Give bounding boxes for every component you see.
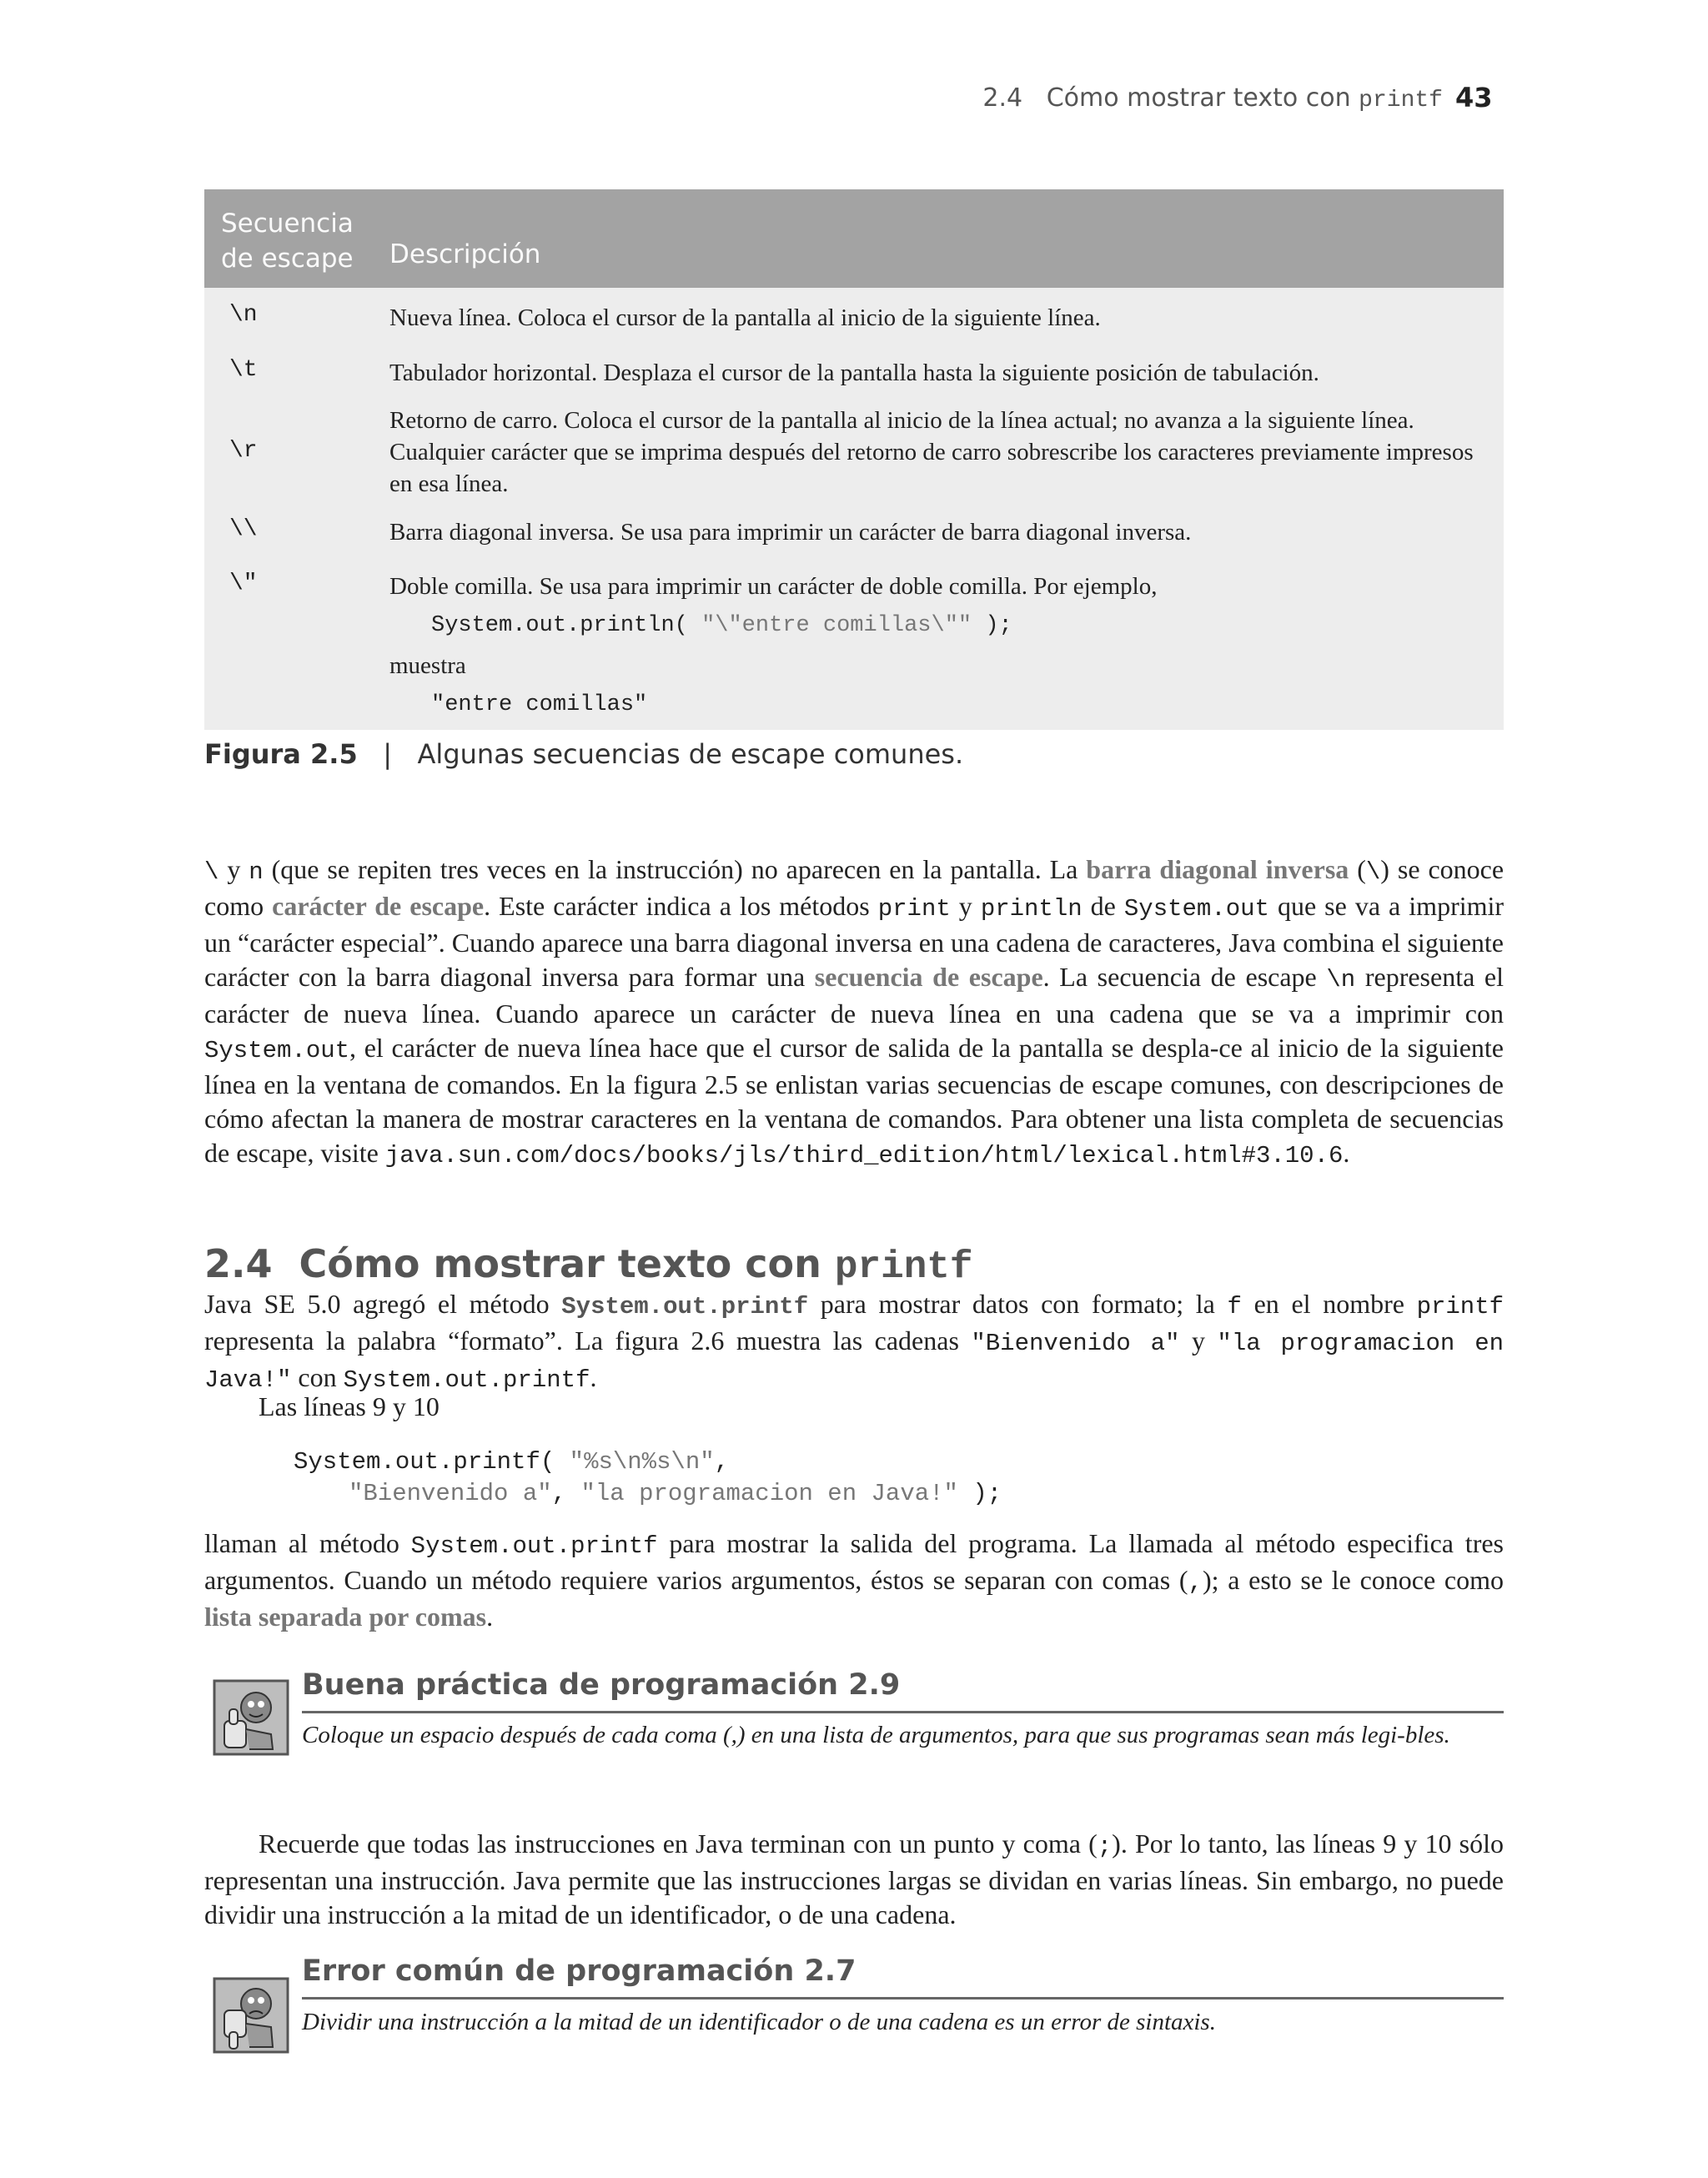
table-header — [204, 189, 1504, 288]
tip-divider — [302, 1711, 1504, 1713]
page-number: 43 — [1455, 82, 1493, 113]
running-head — [959, 83, 1501, 113]
escape-sequence-table — [204, 189, 1504, 730]
paragraph-arguments: llaman al método System.out.printf para mostrar la salida del programa. La llamada al método especifica tres argumentos. Cuando un método requiere varios argumentos, éstos se separan con comas (,); a esto se le conoce como lista separada por comas. — [204, 1528, 1505, 1632]
escape-code: \\ — [229, 516, 258, 542]
tip-divider — [302, 1997, 1504, 1999]
column-header-description: Descripción — [389, 239, 541, 269]
figure-caption: Figura 2.5 | Algunas secuencias de escape comunes. — [204, 738, 964, 770]
running-head-code: printf — [1359, 88, 1443, 113]
escape-description: Tabulador horizontal. Desplaza el cursor de la pantalla hasta la siguiente posición de tabulación. — [389, 360, 1319, 386]
paragraph-semicolon: Recuerde que todas las instrucciones en Java terminan con un punto y coma (;). Por lo tanto, las líneas 9 y 10 sólo representan una instrucción. Java permite que las instrucciones largas se dividan en varias líneas. Sin embargo, no puede dividir una instrucción a la mitad de un identificador, o de una cadena. — [204, 1828, 1505, 1929]
example-output: "entre comillas" — [431, 692, 648, 717]
escape-description: Barra diagonal inversa. Se usa para imprimir un carácter de barra diagonal inversa. — [389, 519, 1192, 546]
code-line-1: System.out.printf( "%s\n%s\n", — [294, 1448, 730, 1476]
paragraph-printf-intro: Java SE 5.0 agregó el método System.out.printf para mostrar datos con formato; la f en el nombre printf representa la palabra “formato”. La figura 2.6 muestra las cadenas "Bienvenido a" y "la programacion en Java!" con System.out.printf. — [204, 1289, 1505, 1394]
example-word: muestra — [389, 652, 466, 679]
example-code: System.out.println( "\"entre comillas\"" ); — [431, 613, 1012, 638]
thumbs-down-bug-icon — [213, 1977, 289, 2054]
tip-title-good-practice: Buena práctica de programación 2.9 — [302, 1668, 901, 1702]
escape-code: \r — [229, 438, 258, 464]
code-line-2: "Bienvenido a", "la programacion en Java!" ); — [349, 1480, 1002, 1507]
thumbs-up-bug-icon — [213, 1679, 289, 1756]
paragraph-lines-ref: Las líneas 9 y 10 — [259, 1391, 440, 1421]
column-header-sequence: Secuencia de escape — [221, 209, 354, 274]
escape-code: \" — [229, 571, 258, 596]
escape-code: \t — [229, 357, 258, 383]
tip-title-common-error: Error común de programación 2.7 — [302, 1954, 857, 1988]
running-head-title: Cómo mostrar texto con — [1046, 83, 1351, 113]
paragraph-escape-explanation: \ y n (que se repiten tres veces en la instrucción) no aparecen en la pantalla. La barra diagonal inversa (\) se conoce como carácter de escape. Este carácter indica a los métodos print y println de System.out que se va a imprimir un “carácter especial”. Cuando aparece una barra diagonal inversa en una cadena de caracteres, Java combina el siguiente carácter con la barra diagonal inversa para formar una secuencia de escape. La secuencia de escape \n representa el carácter de nueva línea. Cuando aparece un carácter de nueva línea en una cadena que se va a imprimir con System.out, el carácter de nueva línea hace que el cursor de salida de la pantalla se despla-ce al inicio de la siguiente línea en la ventana de comandos. En la figura 2.5 se enlistan varias secuencias de escape comunes, con descripciones de cómo afectan la manera de mostrar caracteres en la ventana de comandos. Para obtener una lista completa de secuencias de escape, visite java.sun.com/docs/books/jls/third_edition/html/lexical.html#3.10.6. — [204, 854, 1505, 1169]
section-heading: 2.4 Cómo mostrar texto con printf — [204, 1241, 973, 1289]
escape-description: Doble comilla. Se usa para imprimir un carácter de doble comilla. Por ejemplo, — [389, 573, 1158, 600]
tip-text-good-practice: Coloque un espacio después de cada coma (,) en una lista de argumentos, para que sus programas sean más legi-bles. — [302, 1722, 1450, 1748]
running-head-section: 2.4 — [982, 83, 1023, 113]
escape-code: \n — [229, 302, 258, 328]
escape-description: Nueva línea. Coloca el cursor de la pantalla al inicio de la siguiente línea. — [389, 304, 1101, 331]
tip-text-common-error: Dividir una instrucción a la mitad de un identificador o de una cadena es un error de sintaxis. — [302, 2009, 1216, 2035]
escape-description: Retorno de carro. Coloca el cursor de la pantalla al inicio de la línea actual; no avanza a la siguiente línea. Cualquier carácter que se imprima después del retorno de carro sobrescribe los caracteres previamente impresos en esa línea. — [389, 407, 1474, 497]
